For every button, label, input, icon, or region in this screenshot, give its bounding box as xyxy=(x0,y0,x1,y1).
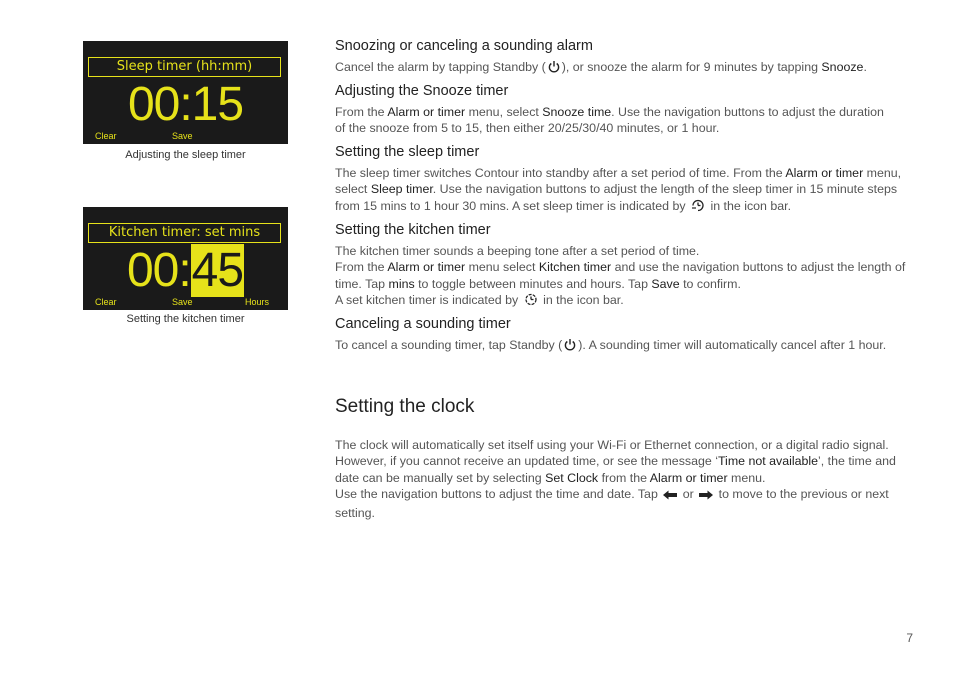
kitchen-timer-time xyxy=(83,245,288,297)
kitchen-clock-icon xyxy=(524,293,538,310)
kitchen-timer-title: Kitchen timer: set mins xyxy=(88,223,281,243)
kitchen-timer-caption: Setting the kitchen timer xyxy=(126,313,245,325)
sleep-timer-screen xyxy=(83,41,288,144)
sleep-softkey-save: Save xyxy=(172,131,193,141)
kitchen-timer-screen xyxy=(83,207,288,310)
sleep-clock-icon xyxy=(691,199,705,216)
sleep-timer-title: Sleep timer (hh:mm) xyxy=(88,57,281,77)
adjust-snooze-heading: Adjusting the Snooze timer xyxy=(335,83,509,99)
kitchen-time-hours: 00: xyxy=(126,244,191,297)
right-arrow-icon xyxy=(699,488,713,504)
sleep-softkey-clear: Clear xyxy=(95,131,117,141)
kitchen-time-minutes-highlight: 45 xyxy=(191,244,244,297)
adjust-snooze-text: From the Alarm or timer menu, select Snooze time. Use the navigation buttons to adjust the duration of the snooze from 5 to 15, then either 20/25/30/40 minutes, or 1 hour. xyxy=(335,105,884,136)
sleep-timer-time: 00:15 xyxy=(127,78,244,131)
snooze-cancel-heading: Snoozing or canceling a sounding alarm xyxy=(335,38,593,54)
clock-text: The clock will automatically set itself using your Wi-Fi or Ethernet connection, or a digital radio signal. However, if you cannot receive an updated time, or see the message ‘Time not available’, the time and date can be manually set by selecting Set Clock from the Alarm or timer menu. Use the navigation buttons to adjust the time and date. Tap or to move to the previous or next setting. xyxy=(335,438,896,520)
snooze-cancel-text: Cancel the alarm by tapping Standby ( ), or snooze the alarm for 9 minutes by tapping Snooze. xyxy=(335,59,925,77)
cancel-timer-text: To cancel a sounding timer, tap Standby ( ). A sounding timer will automatically cancel after 1 hour. xyxy=(335,337,925,355)
page-number: 7 xyxy=(906,631,913,645)
kitchen-timer-heading: Setting the kitchen timer xyxy=(335,222,491,238)
kitchen-softkey-clear: Clear xyxy=(95,297,117,307)
kitchen-timer-text: The kitchen timer sounds a beeping tone after a set period of time. From the Alarm or timer menu select Kitchen timer and use the navigation buttons to adjust the length of time. Tap mins to toggle between minutes and hours. Tap Save to confirm. A set kitchen timer is indicated by in the icon bar. xyxy=(335,243,910,311)
cancel-timer-heading: Canceling a sounding timer xyxy=(335,316,511,332)
kitchen-softkey-save: Save xyxy=(172,297,193,307)
sleep-timer-text: The sleep timer switches Contour into standby after a set period of time. From the Alarm or timer menu, select Sleep timer. Use the navigation buttons to adjust the length of the sleep timer in 15 minute steps from 15 mins to 1 hour 30 mins. A set sleep timer is indicated by in the icon bar. xyxy=(335,165,915,216)
sleep-timer-caption: Adjusting the sleep timer xyxy=(125,149,246,161)
power-icon xyxy=(564,338,576,355)
power-icon xyxy=(548,60,560,77)
kitchen-softkey-hours: Hours xyxy=(245,297,270,307)
clock-heading: Setting the clock xyxy=(335,396,475,417)
sleep-timer-heading: Setting the sleep timer xyxy=(335,144,480,160)
left-arrow-icon xyxy=(663,488,677,504)
